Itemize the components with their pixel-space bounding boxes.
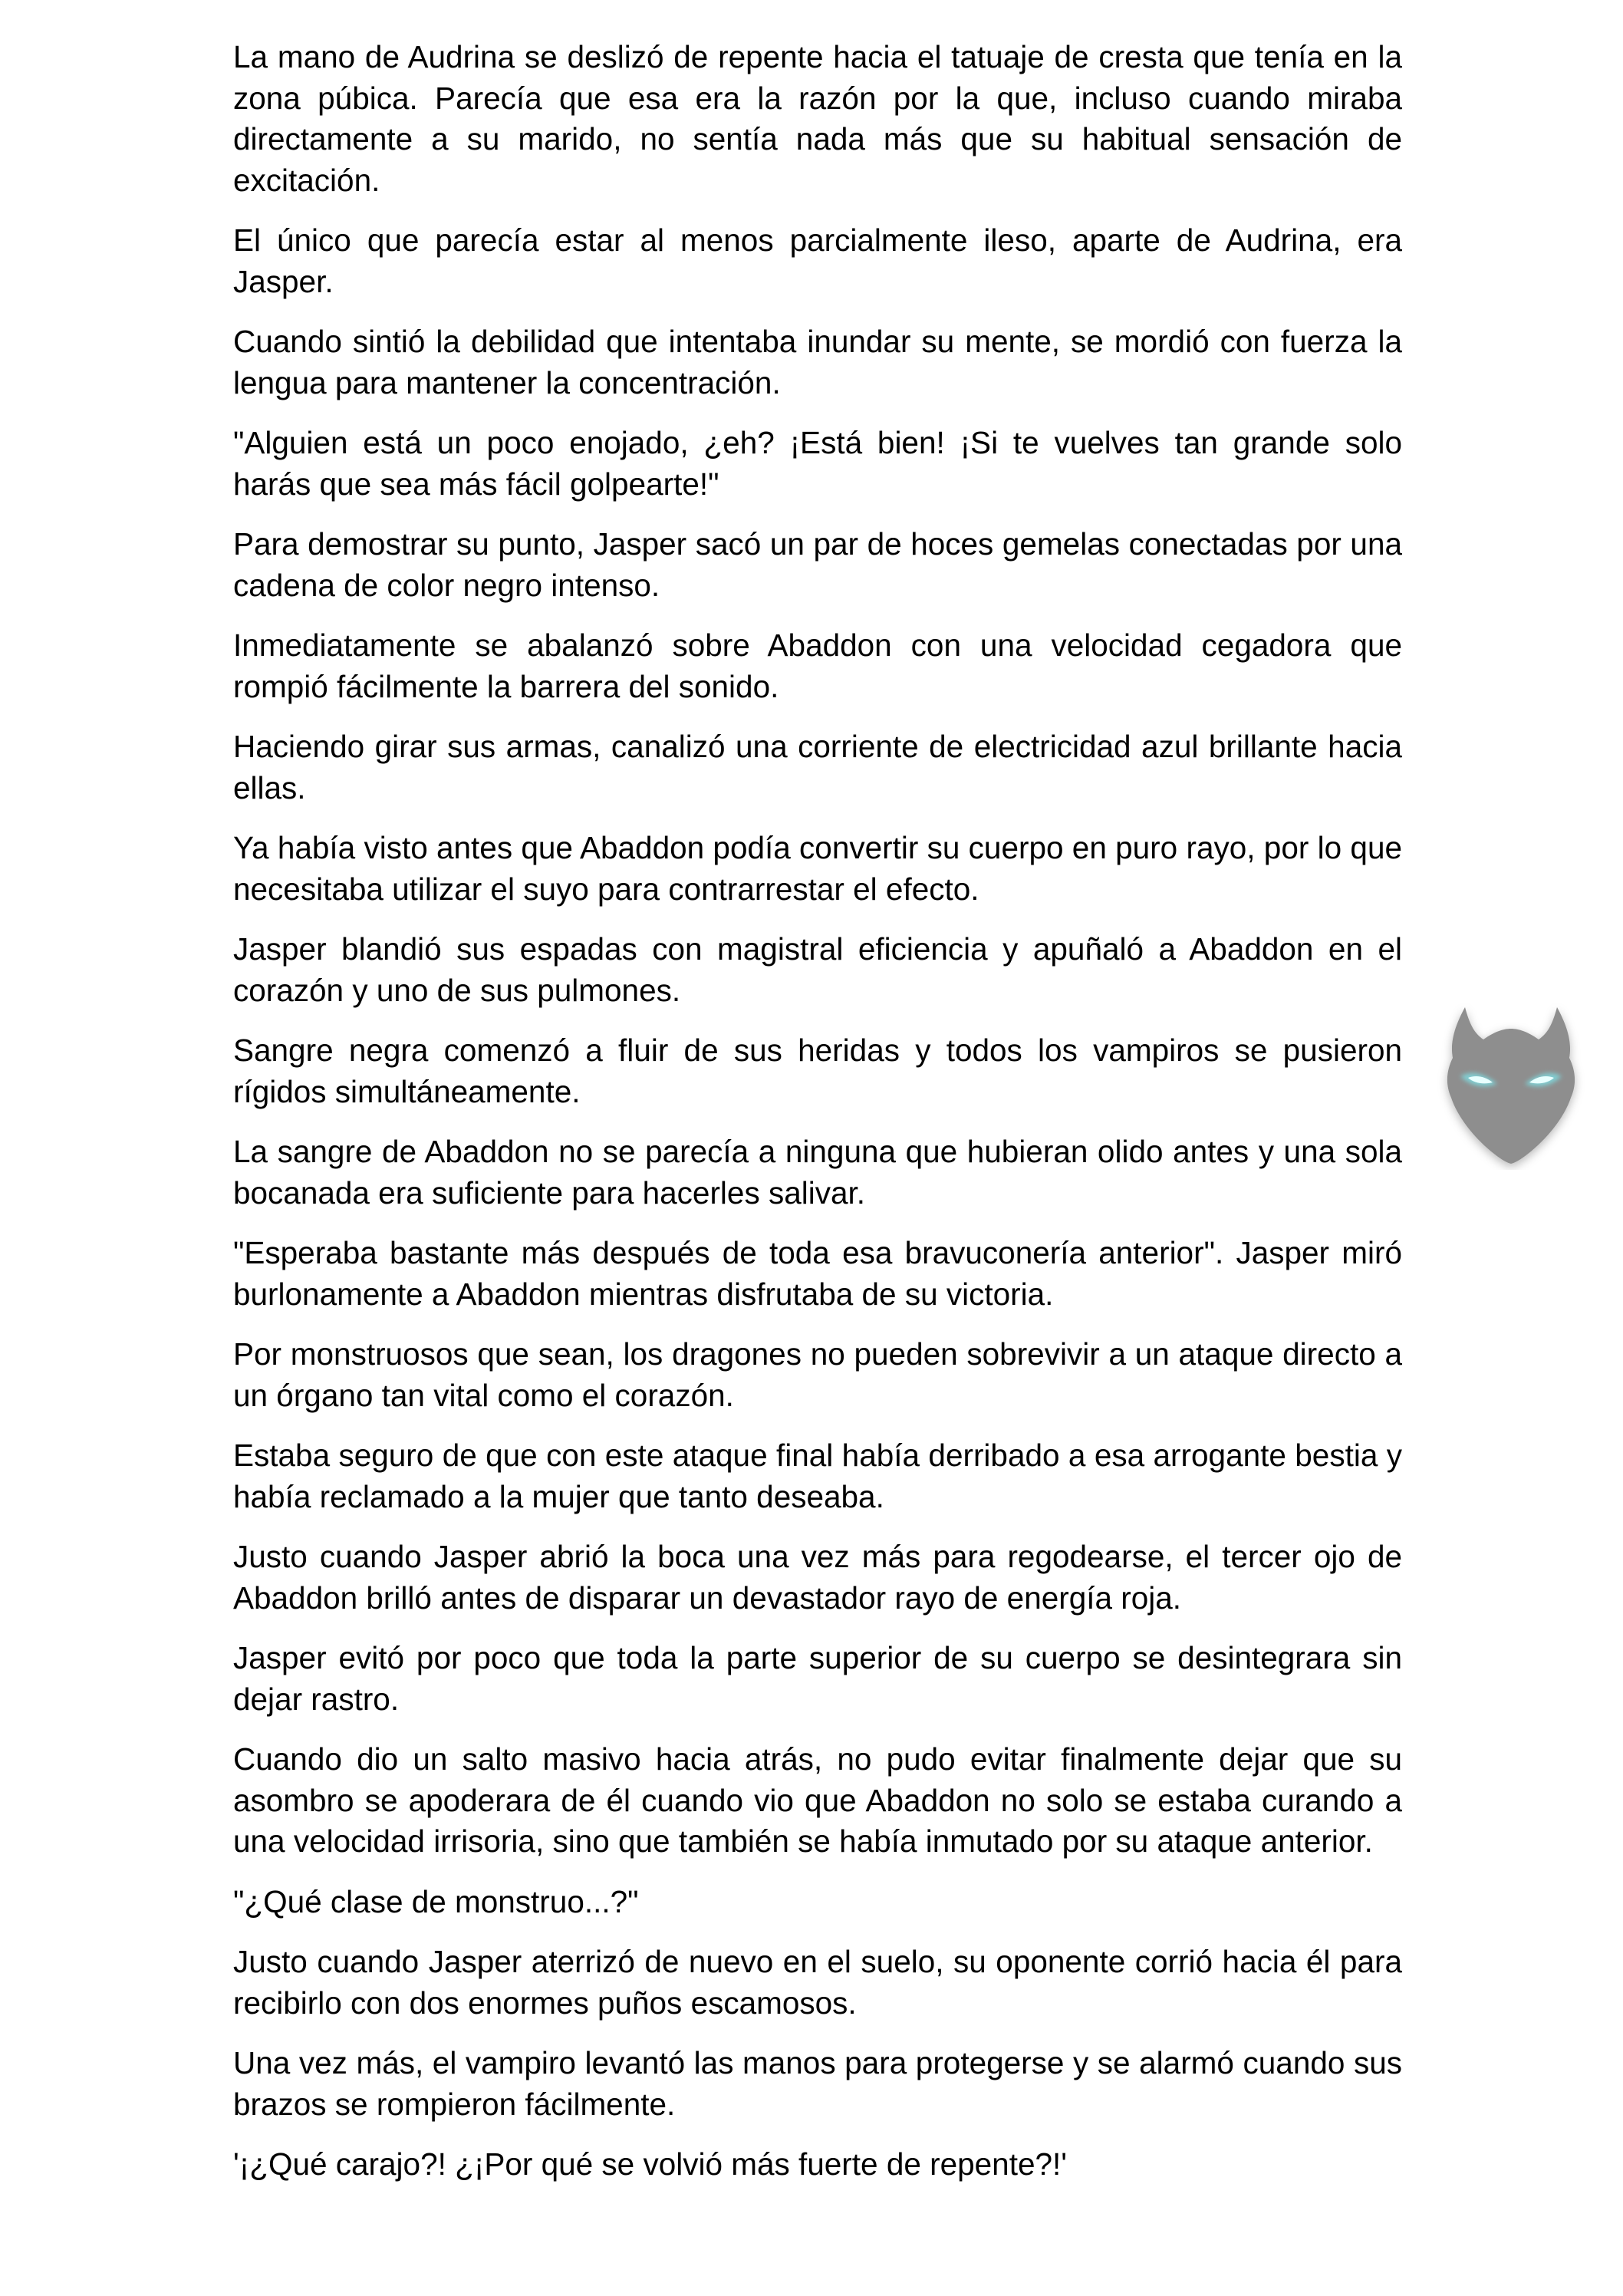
paragraph: La mano de Audrina se deslizó de repente hacia el tatuaje de cresta que tenía en la zona púbica. Parecía que esa era la razón por la que, incluso cuando miraba directamente a su marido, no sentía nada más que su habitual sensación de excitación. (233, 39, 1402, 198)
paragraph: Ya había visto antes que Abaddon podía convertir su cuerpo en puro rayo, por lo que necesitaba utilizar el suyo para contrarrestar el efecto. (233, 830, 1402, 907)
paragraph: Justo cuando Jasper abrió la boca una vez más para regodearse, el tercer ojo de Abaddon brilló antes de disparar un devastador rayo de energía roja. (233, 1539, 1402, 1616)
paragraph: Haciendo girar sus armas, canalizó una corriente de electricidad azul brillante hacia ellas. (233, 729, 1402, 805)
paragraph: Sangre negra comenzó a fluir de sus heridas y todos los vampiros se pusieron rígidos simultáneamente. (233, 1033, 1402, 1109)
paragraph: La sangre de Abaddon no se parecía a ninguna que hubieran olido antes y una sola bocanada era suficiente para hacerles salivar. (233, 1134, 1402, 1211)
paragraph: Justo cuando Jasper aterrizó de nuevo en el suelo, su oponente corrió hacia él para recibirlo con dos enormes puños escamosos. (233, 1944, 1402, 2021)
paragraph: Inmediatamente se abalanzó sobre Abaddon con una velocidad cegadora que rompió fácilmente la barrera del sonido. (233, 628, 1402, 704)
demon-head-shape (1447, 1007, 1575, 1164)
paragraph: "Alguien está un poco enojado, ¿eh? ¡Está bien! ¡Si te vuelves tan grande solo harás que sea más fácil golpearte!" (233, 425, 1402, 502)
paragraph: Cuando dio un salto masivo hacia atrás, no pudo evitar finalmente dejar que su asombro se apoderara de él cuando vio que Abaddon no solo se estaba curando a una velocidad irrisoria, sino que también se había inmutado por su ataque anterior. (233, 1741, 1402, 1859)
paragraph: Estaba seguro de que con este ataque final había derribado a esa arrogante bestia y había reclamado a la mujer que tanto deseaba. (233, 1438, 1402, 1514)
paragraph: Una vez más, el vampiro levantó las manos para protegerse y se alarmó cuando sus brazos se rompieron fácilmente. (233, 2045, 1402, 2122)
watermark-graphic (1434, 993, 1588, 1170)
paragraph: Por monstruosos que sean, los dragones no pueden sobrevivir a un ataque directo a un órgano tan vital como el corazón. (233, 1336, 1402, 1413)
paragraph: Para demostrar su punto, Jasper sacó un par de hoces gemelas conectadas por una cadena de color negro intenso. (233, 526, 1402, 603)
document-body (233, 37, 1402, 2205)
horned-demon-head-icon (1434, 993, 1588, 1170)
paragraph: "¿Qué clase de monstruo...?" (233, 1883, 639, 1919)
paragraph: El único que parecía estar al menos parcialmente ileso, aparte de Audrina, era Jasper. (233, 222, 1402, 299)
paragraph: Jasper blandió sus espadas con magistral eficiencia y apuñaló a Abaddon en el corazón y uno de sus pulmones. (233, 931, 1402, 1008)
paragraph: Cuando sintió la debilidad que intentaba inundar su mente, se mordió con fuerza la lengua para mantener la concentración. (233, 324, 1402, 400)
paragraph: "Esperaba bastante más después de toda esa bravuconería anterior". Jasper miró burlonamente a Abaddon mientras disfrutaba de su victoria. (233, 1235, 1402, 1312)
paragraph: Jasper evitó por poco que toda la parte superior de su cuerpo se desintegrara sin dejar rastro. (233, 1640, 1402, 1717)
paragraph: '¡¿Qué carajo?! ¿¡Por qué se volvió más fuerte de repente?!' (233, 2146, 1067, 2182)
